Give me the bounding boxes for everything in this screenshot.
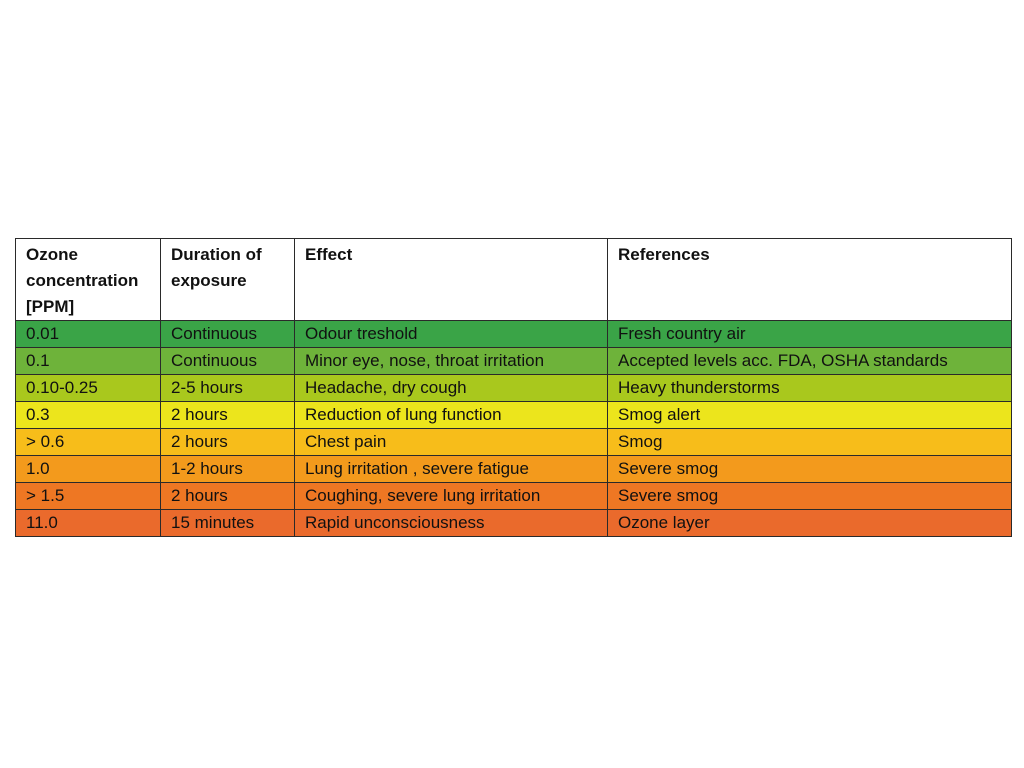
table-row [16,375,1012,402]
cell-duration: 2 hours [161,483,295,510]
header-effect: Effect [295,239,608,321]
cell-concentration: 0.1 [16,348,161,375]
cell-reference: Accepted levels acc. FDA, OSHA standards [608,348,1012,375]
cell-reference: Smog [608,429,1012,456]
cell-reference: Severe smog [608,456,1012,483]
cell-concentration: > 1.5 [16,483,161,510]
table-row [16,348,1012,375]
cell-effect: Lung irritation , severe fatigue [295,456,608,483]
ozone-effects-table [15,238,1012,537]
header-concentration: Ozone concentration [PPM] [16,239,161,321]
cell-duration: 2 hours [161,402,295,429]
cell-reference: Heavy thunderstorms [608,375,1012,402]
cell-effect: Rapid unconsciousness [295,510,608,537]
cell-concentration: 1.0 [16,456,161,483]
table-row [16,510,1012,537]
cell-concentration: 0.3 [16,402,161,429]
cell-reference: Ozone layer [608,510,1012,537]
cell-duration: 2 hours [161,429,295,456]
cell-reference: Smog alert [608,402,1012,429]
cell-reference: Severe smog [608,483,1012,510]
header-row [16,239,1012,321]
cell-concentration: > 0.6 [16,429,161,456]
header-duration: Duration of exposure [161,239,295,321]
cell-effect: Odour treshold [295,321,608,348]
cell-concentration: 11.0 [16,510,161,537]
cell-effect: Headache, dry cough [295,375,608,402]
cell-effect: Coughing, severe lung irritation [295,483,608,510]
cell-reference: Fresh country air [608,321,1012,348]
cell-concentration: 0.10-0.25 [16,375,161,402]
table-row [16,483,1012,510]
cell-effect: Chest pain [295,429,608,456]
table-row [16,402,1012,429]
table-row [16,321,1012,348]
cell-effect: Minor eye, nose, throat irritation [295,348,608,375]
header-references: References [608,239,1012,321]
cell-duration: 15 minutes [161,510,295,537]
cell-duration: 1-2 hours [161,456,295,483]
cell-duration: 2-5 hours [161,375,295,402]
cell-effect: Reduction of lung function [295,402,608,429]
cell-duration: Continuous [161,321,295,348]
cell-concentration: 0.01 [16,321,161,348]
table-row [16,429,1012,456]
cell-duration: Continuous [161,348,295,375]
table-row [16,456,1012,483]
